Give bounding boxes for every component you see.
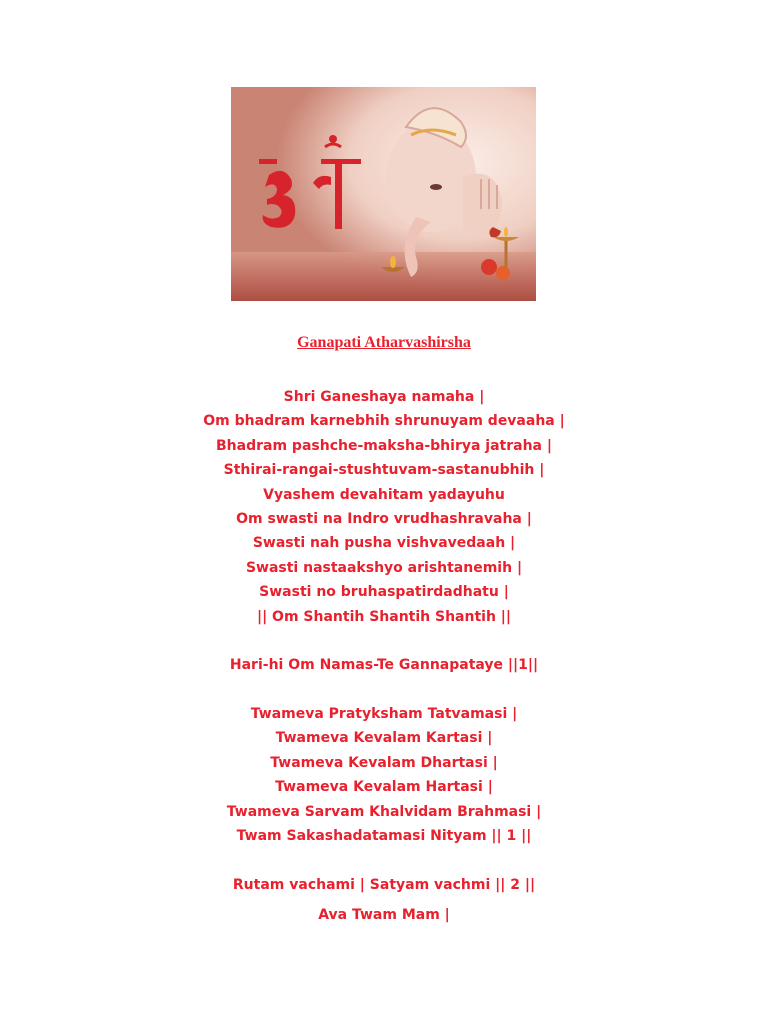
verse-line: Swasti nah pusha vishvavedaah | <box>252 535 516 552</box>
verse-line: Ava Twam Mam | <box>318 907 450 924</box>
document-title: Ganapati Atharvashirsha <box>297 334 471 351</box>
verse-line: Om bhadram karnebhih shrunuyam devaaha | <box>203 413 565 430</box>
verse-line: Twam Sakashadatamasi Nityam || 1 || <box>236 828 532 845</box>
verse-line: Om swasti na Indro vrudhashravaha | <box>236 510 532 527</box>
verse-line: Twameva Kevalam Hartasi | <box>275 779 493 796</box>
verse-list <box>0 385 768 928</box>
verse-line: Shri Ganeshaya namaha | <box>283 389 485 405</box>
verse-line: Sthirai-rangai-stushtuvam-sastanubhih | <box>223 462 545 479</box>
verse-line: Vyashem devahitam yadayuhu <box>263 486 505 503</box>
verse-line: Swasti nastaakshyo arishtanemih | <box>245 559 523 576</box>
stanza-gap <box>0 629 768 653</box>
verse-line: Twameva Sarvam Khalvidam Brahmasi | <box>226 803 542 820</box>
verse-line: Twameva Kevalam Dhartasi | <box>270 754 498 771</box>
verse-line: Twameva Pratyksham Tatvamasi | <box>250 706 518 723</box>
verse-line: Twameva Kevalam Kartasi | <box>275 730 493 747</box>
ganesha-om-image <box>231 87 536 301</box>
verse-line: Bhadram pashche-maksha-bhirya jatraha | <box>216 437 552 454</box>
verse-line: Hari-hi Om Namas-Te Gannapataye ||1|| <box>229 657 539 674</box>
ganesha-illustration <box>231 87 536 301</box>
stanza-gap <box>0 678 768 702</box>
verse-line: || Om Shantih Shantih Shantih || <box>256 608 512 625</box>
verse-line: Rutam vachami | Satyam vachmi || 2 || <box>232 876 536 893</box>
stanza-gap <box>0 848 768 872</box>
verse-line: Swasti no bruhaspatirdadhatu | <box>259 584 509 601</box>
